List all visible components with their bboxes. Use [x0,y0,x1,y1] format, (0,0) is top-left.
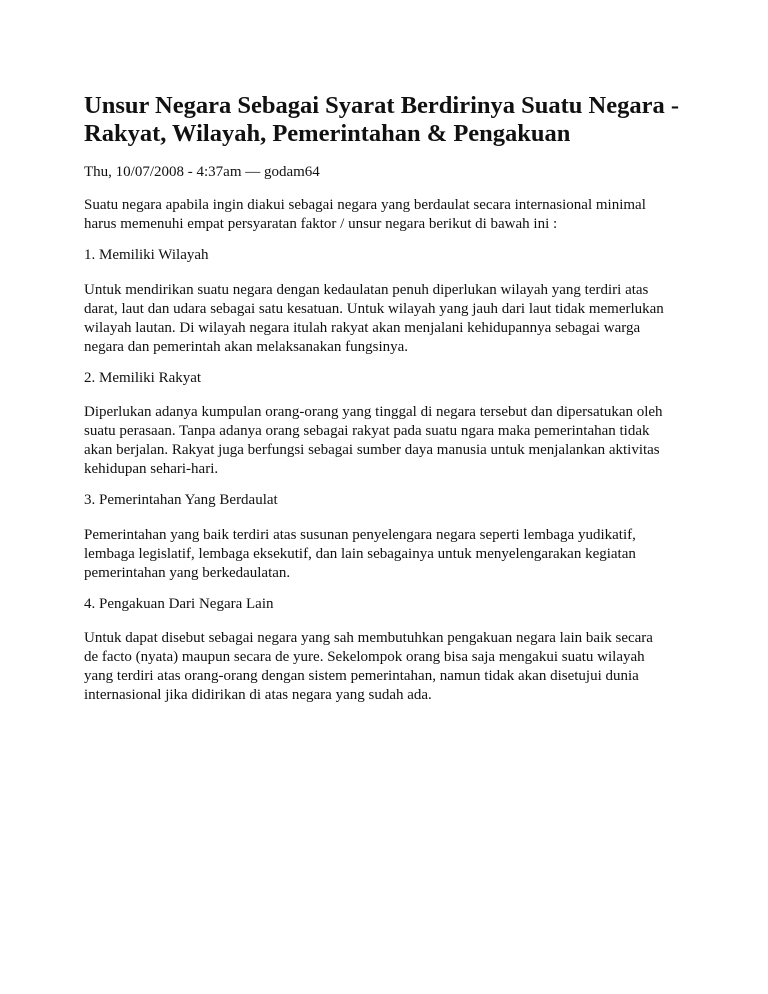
text-line: de facto (nyata) maupun secara de yure. Sekelompok orang bisa saja mengakui suatu wilayah [84,649,645,665]
text-line: negara dan pemerintah akan melaksanakan fungsinya. [84,339,409,355]
text-line: akan berjalan. Rakyat juga berfungsi sebagai sumber daya manusia untuk menjalankan aktivitas [84,442,660,458]
text-line: pemerintahan yang berkedaulatan. [84,565,291,581]
section-heading: 2. Memiliki Rakyat [84,370,202,386]
text-line: Diperlukan adanya kumpulan orang-orang yang tinggal di negara tersebut dan dipersatukan oleh [84,404,663,420]
page-title [84,92,679,148]
text-line: Untuk dapat disebut sebagai negara yang sah membutuhkan pengakuan negara lain baik secara [84,630,653,646]
section-paragraph [84,403,663,479]
section-heading: 3. Pemerintahan Yang Berdaulat [84,492,278,508]
text-line: darat, laut dan udara sebagai satu kesatuan. Untuk wilayah yang jauh dari laut tidak memerlukan [84,301,664,317]
section-paragraph [84,281,664,357]
text-line: Suatu negara apabila ingin diakui sebagai negara yang berdaulat secara internasional minimal [84,197,646,213]
text-line: suatu perasaan. Tanpa adanya orang sebagai rakyat pada suatu ngara maka pemerintahan tidak [84,423,650,439]
section-paragraph [84,629,653,705]
section-heading: 1. Memiliki Wilayah [84,247,209,263]
title-line: Unsur Negara Sebagai Syarat Berdirinya Suatu Negara - [84,92,680,119]
text-line: harus memenuhi empat persyaratan faktor / unsur negara berikut di bawah ini : [84,216,558,232]
text-line: yang terdiri atas orang-orang dengan sistem pemerintahan, namun tidak akan disetujui dunia [84,668,639,684]
text-line: Pemerintahan yang baik terdiri atas susunan penyelengara negara seperti lembaga yudikatif, [84,527,636,543]
section-heading: 4. Pengakuan Dari Negara Lain [84,596,274,612]
text-line: lembaga legislatif, lembaga eksekutif, dan lain sebagainya untuk menyelengarakan kegiatan [84,546,636,562]
title-line: Rakyat, Wilayah, Pemerintahan & Pengakuan [84,120,571,147]
text-line: kehidupan sehari-hari. [84,461,219,477]
text-line: Untuk mendirikan suatu negara dengan kedaulatan penuh diperlukan wilayah yang terdiri atas [84,282,649,298]
post-meta: Thu, 10/07/2008 - 4:37am — godam64 [84,164,320,180]
text-line: wilayah lautan. Di wilayah negara itulah rakyat akan menjalani kehidupannya sebagai warga [84,320,641,336]
intro-paragraph [84,196,646,234]
text-line: internasional jika didirikan di atas negara yang sudah ada. [84,687,432,703]
section-paragraph [84,526,636,583]
